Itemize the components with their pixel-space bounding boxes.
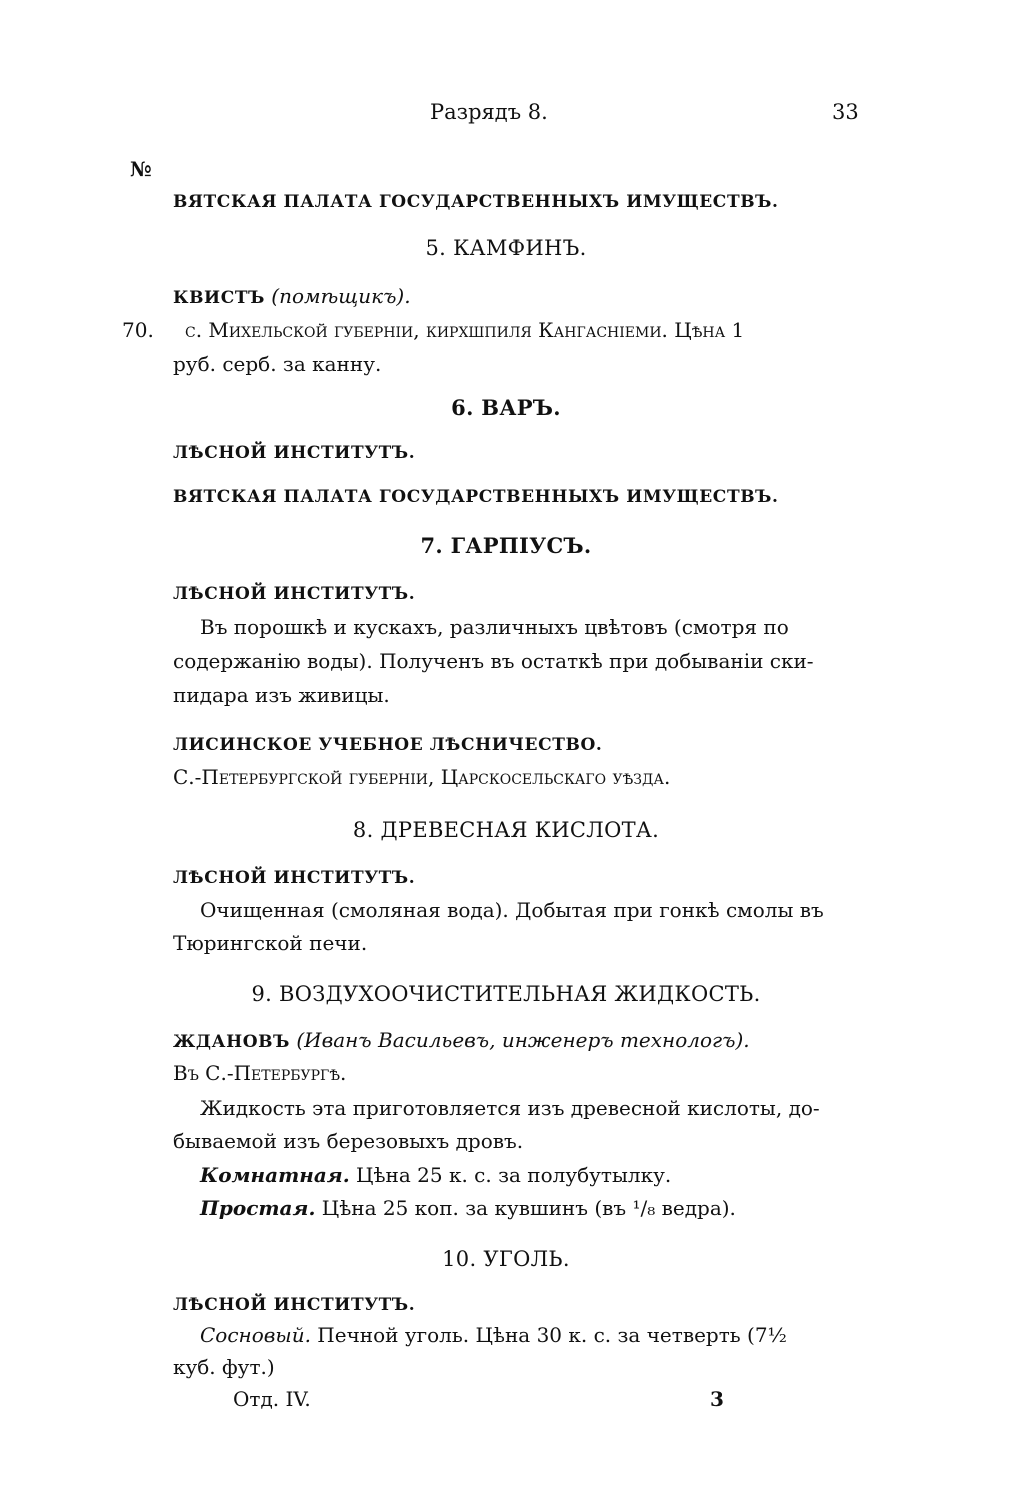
heading-7: 7. ГАРПІУСЪ. bbox=[420, 533, 592, 558]
liquid-price-room-line bbox=[200, 1163, 671, 1187]
coal-line-2: куб. фут.) bbox=[173, 1355, 275, 1379]
institution-vyatka-1: ВЯТСКАЯ ПАЛАТА ГОСУДАРСТВЕННЫХЪ ИМУЩЕСТВЪ. bbox=[173, 192, 779, 212]
exhibitor-kvist-role: (помѣщикъ). bbox=[271, 284, 411, 308]
garpius-text-3: пидара изъ живицы. bbox=[173, 683, 390, 707]
liquid-room-price: Цѣна 25 к. с. за полубутылку. bbox=[356, 1163, 672, 1187]
liquid-simple-price: Цѣна 25 коп. за кувшинъ (въ ¹/₈ ведра). bbox=[321, 1196, 736, 1220]
institution-forest-1: ЛѢСНОЙ ИНСТИТУТЪ. bbox=[173, 443, 416, 463]
item-number-70: 70. bbox=[122, 318, 154, 342]
liquid-text-2: бываемой изъ березовыхъ дровъ. bbox=[173, 1129, 524, 1153]
garpius-text-1: Въ порошкѣ и кускахъ, различныхъ цвѣтовъ (смотря по bbox=[200, 615, 789, 639]
liquid-price-simple-line bbox=[200, 1196, 736, 1220]
running-title: Разрядъ 8. bbox=[430, 100, 548, 124]
acid-text-2: Тюрингской печи. bbox=[173, 931, 368, 955]
liquid-simple-label: Простая. bbox=[200, 1196, 316, 1220]
footer-section: Отд. IV. bbox=[233, 1387, 311, 1411]
heading-5: 5. КАМФИНЪ. bbox=[425, 236, 587, 260]
institution-forest-3: ЛѢСНОЙ ИНСТИТУТЪ. bbox=[173, 868, 416, 888]
exhibitor-kvist-line bbox=[173, 284, 411, 310]
heading-9: 9. ВОЗДУХООЧИСТИТЕЛЬНАЯ ЖИДКОСТЬ. bbox=[251, 982, 761, 1006]
heading-10: 10. УГОЛЬ. bbox=[442, 1247, 570, 1271]
zhdanov-location: Въ С.-Петербургѣ. bbox=[173, 1061, 347, 1085]
exhibitor-zhdanov-role: (Иванъ Васильевъ, инженеръ технологъ). bbox=[296, 1028, 750, 1052]
coal-price-text: Печной уголь. Цѣна 30 к. с. за четверть (7½ bbox=[317, 1323, 787, 1347]
garpius-text-2: содержанію воды). Полученъ въ остаткѣ при добываніи ски- bbox=[173, 649, 814, 673]
exhibitor-kvist: КВИСТЪ bbox=[173, 288, 265, 308]
heading-6: 6. ВАРЪ. bbox=[451, 395, 561, 420]
liquid-room-label: Комнатная. bbox=[200, 1163, 350, 1187]
institution-vyatka-2: ВЯТСКАЯ ПАЛАТА ГОСУДАРСТВЕННЫХЪ ИМУЩЕСТВЪ. bbox=[173, 487, 779, 507]
lisino-location: С.-Петербургской губерніи, Царскосельскаго уѣзда. bbox=[173, 765, 671, 789]
coal-pine-label: Сосновый. bbox=[200, 1323, 311, 1347]
acid-text-1: Очищенная (смоляная вода). Добытая при гонкѣ смолы въ bbox=[200, 898, 824, 922]
exhibitor-zhdanov: ЖДАНОВЪ bbox=[173, 1032, 290, 1052]
exhibitor-zhdanov-line bbox=[173, 1028, 750, 1054]
institution-lisino: ЛИСИНСКОЕ УЧЕБНОЕ ЛѢСНИЧЕСТВО. bbox=[173, 735, 603, 755]
institution-forest-4: ЛѢСНОЙ ИНСТИТУТЪ. bbox=[173, 1295, 416, 1315]
institution-forest-2: ЛѢСНОЙ ИНСТИТУТЪ. bbox=[173, 584, 416, 604]
number-mark: № bbox=[130, 157, 152, 181]
heading-8: 8. ДРЕВЕСНАЯ КИСЛОТА. bbox=[352, 818, 660, 842]
page-number: 33 bbox=[832, 100, 859, 124]
coal-line-1 bbox=[200, 1323, 787, 1347]
liquid-text-1: Жидкость эта приготовляется изъ древесной кислоты, до- bbox=[200, 1096, 820, 1120]
item-70-text-1: с. Михельской губерніи, кирхшпиля Кангасніеми. Цѣна 1 bbox=[185, 318, 745, 342]
item-70-text-2: руб. серб. за канну. bbox=[173, 352, 382, 376]
footer-signature: 3 bbox=[710, 1387, 724, 1411]
